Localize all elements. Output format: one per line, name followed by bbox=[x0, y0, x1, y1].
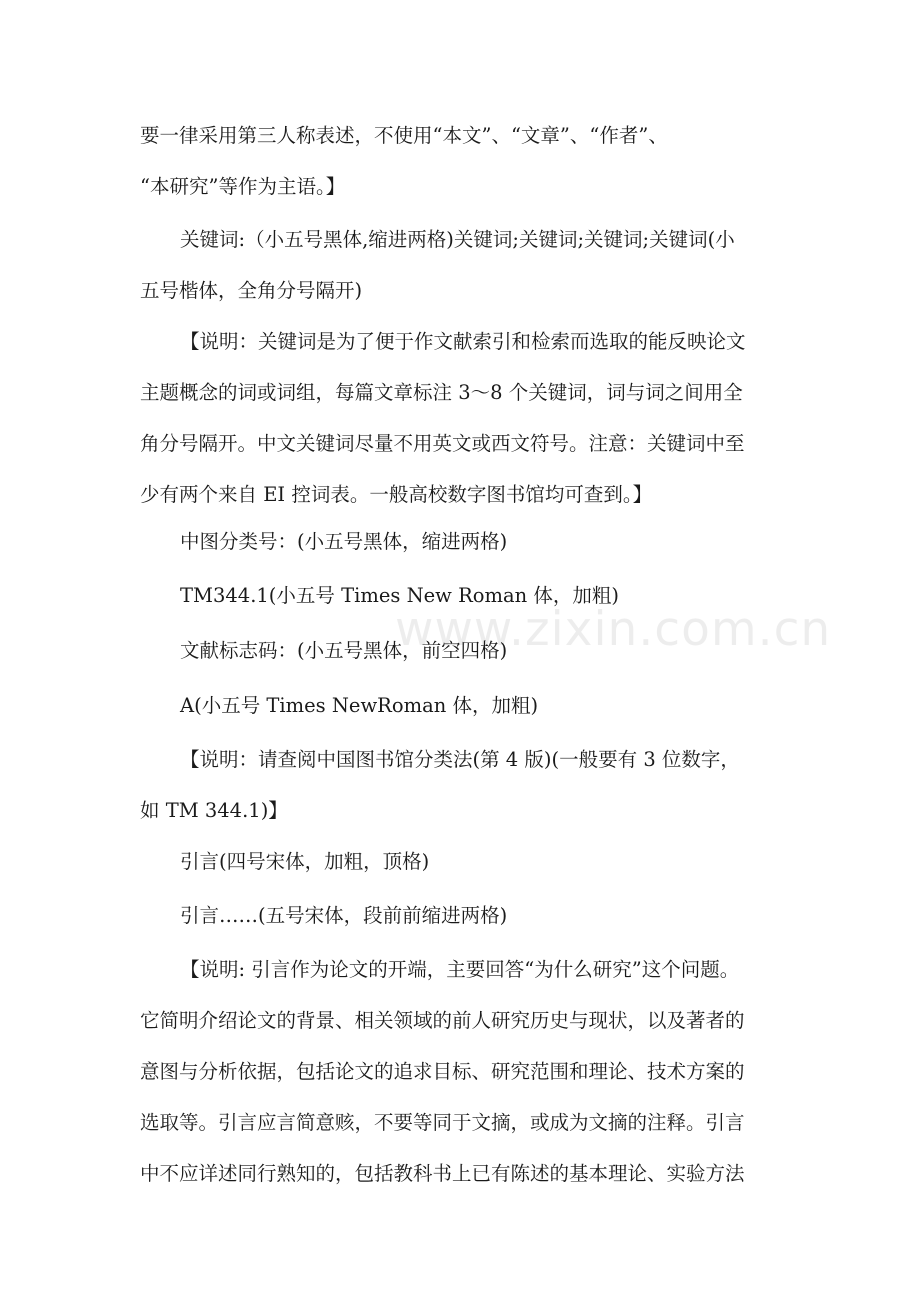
paragraph-doc-code-value bbox=[140, 680, 782, 731]
text-line: 引言……(五号宋体，段前前缩进两格) bbox=[180, 904, 508, 927]
text-line: 引言(四号宋体，加粗，顶格) bbox=[180, 850, 430, 873]
paragraph-classification-note bbox=[140, 734, 782, 836]
text-line: “本研究”等作为主语。】 bbox=[140, 175, 346, 198]
text-line: 五号楷体，全角分号隔开) bbox=[140, 279, 363, 302]
text-line: 中图分类号：(小五号黑体，缩进两格) bbox=[180, 530, 508, 553]
text-line: 【说明: 引言作为论文的开端，主要回答“为什么研究”这个问题。 bbox=[180, 958, 740, 981]
paragraph-third-person-note bbox=[140, 110, 782, 212]
paragraph-intro-heading bbox=[140, 836, 782, 887]
paragraph-intro-note bbox=[140, 944, 782, 1199]
text-line: 意图与分析依据，包括论文的追求目标、研究范围和理论、技术方案的 bbox=[140, 1060, 745, 1083]
text-line: 关键词:（小五号黑体,缩进两格)关键词;关键词;关键词;关键词(小 bbox=[180, 228, 735, 251]
text-line: 【说明：请查阅中国图书馆分类法(第 4 版)(一般要有 3 位数字， bbox=[180, 748, 740, 771]
text-line: 如 TM 344.1)】 bbox=[140, 799, 288, 822]
site-watermark: www.zixin.com.cn bbox=[395, 602, 832, 657]
paragraph-keywords bbox=[140, 214, 782, 316]
paragraph-intro-body bbox=[140, 890, 782, 941]
text-line: 少有两个来自 EI 控词表。一般高校数字图书馆均可查到。】 bbox=[140, 483, 653, 506]
text-line: 角分号隔开。中文关键词尽量不用英文或西文符号。注意：关键词中至 bbox=[140, 432, 745, 455]
paragraph-clc-number bbox=[140, 516, 782, 567]
text-line: 文献标志码：(小五号黑体，前空四格) bbox=[180, 639, 508, 662]
text-line: 主题概念的词或词组，每篇文章标注 3～8 个关键词，词与词之间用全 bbox=[140, 381, 743, 404]
text-line: 选取等。引言应言简意赅，不要等同于文摘，或成为文摘的注释。引言 bbox=[140, 1111, 745, 1134]
paragraph-keywords-note bbox=[140, 316, 782, 520]
text-line: 【说明：关键词是为了便于作文献索引和检索而选取的能反映论文 bbox=[180, 330, 746, 353]
text-line: 中不应详述同行熟知的，包括教科书上已有陈述的基本理论、实验方法 bbox=[140, 1162, 745, 1185]
paragraph-doc-code bbox=[140, 625, 782, 676]
paragraph-clc-value bbox=[140, 570, 782, 621]
text-line: TM344.1(小五号 Times New Roman 体，加粗) bbox=[180, 584, 619, 607]
text-line: 它简明介绍论文的背景、相关领域的前人研究历史与现状，以及著者的 bbox=[140, 1009, 745, 1032]
text-line: A(小五号 Times NewRoman 体，加粗) bbox=[180, 694, 539, 717]
text-line: 要一律采用第三人称表述，不使用“本文”、“文章”、“作者”、 bbox=[140, 124, 668, 147]
